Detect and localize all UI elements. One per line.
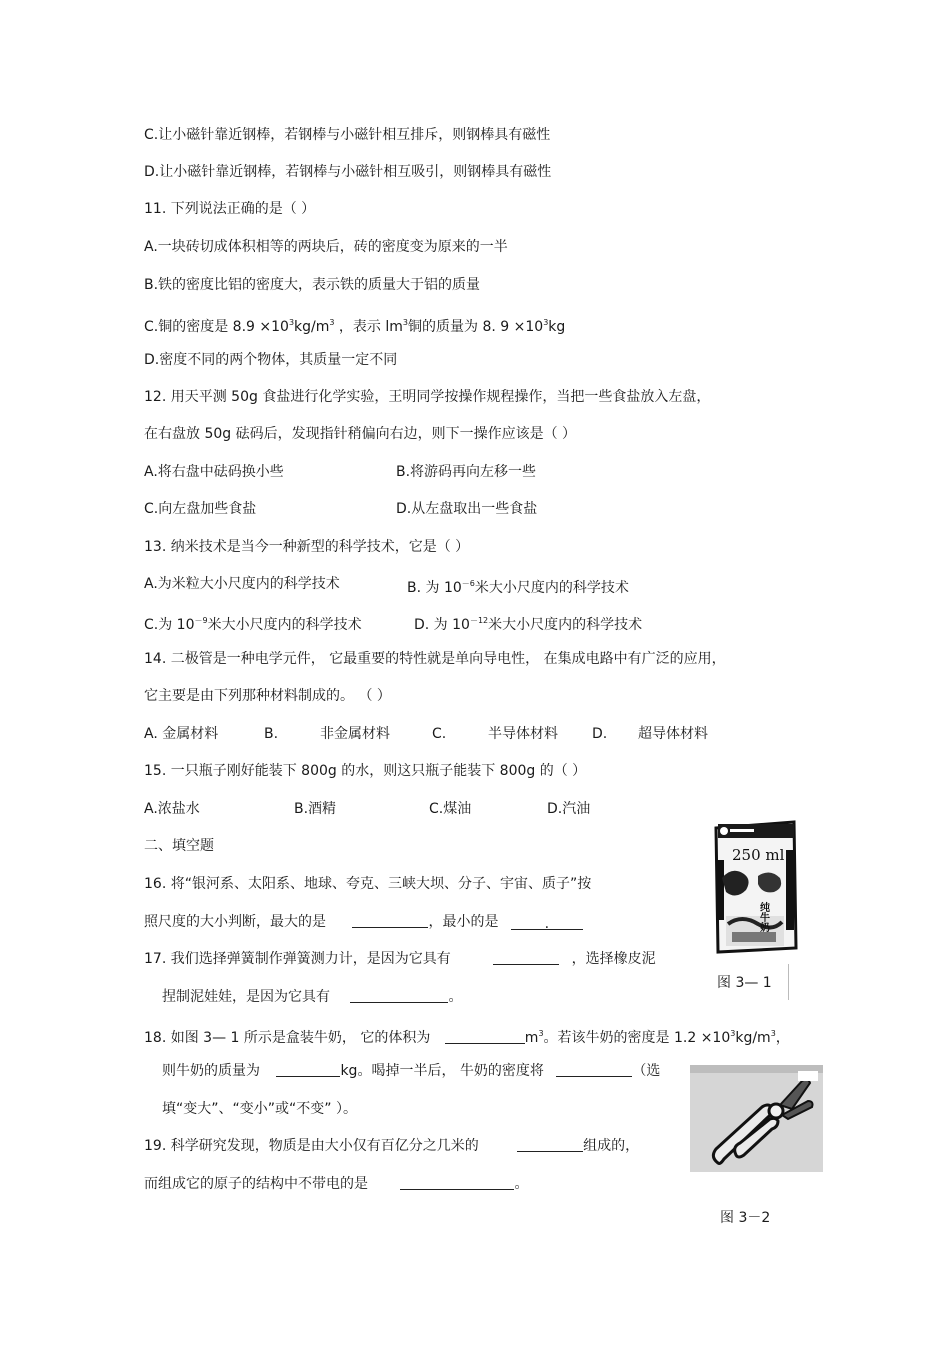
- q11-option-c: C.铜的密度是 $8.9 \times 10^3kg/m^3$ ，表示 $lm^3$铜的质量为 8. $9 \times 10^3kg$: [144, 318, 566, 335]
- q12-option-d: D.从左盘取出一些食盐: [396, 501, 538, 517]
- answer-blank[interactable]: [493, 950, 559, 965]
- carton-volume-label: 250 ml: [732, 846, 785, 864]
- q12-option-a: A.将右盘中砝码换小些: [144, 464, 284, 480]
- milk-carton-figure: [712, 820, 798, 954]
- q13-stem: 13. 纳米技术是当今一种新型的科学技术，它是（ ）: [144, 539, 470, 555]
- q16-line1: 16. 将“银河系、太阳系、地球、夸克、三峡大坝、分子、宇宙、质子”按: [144, 876, 592, 892]
- answer-blank[interactable]: [445, 1029, 525, 1044]
- section-heading: 二、填空题: [144, 838, 214, 854]
- q16-line2: 照尺度的大小判断，最大的是 ，最小的是 .: [144, 913, 583, 931]
- q14-option-c-letter: C.: [432, 726, 447, 742]
- q14-option-b-letter: B.: [264, 726, 279, 742]
- q17-line1: 17. 我们选择弹簧制作弹簧测力计，是因为它具有 ，选择橡皮泥: [144, 951, 656, 967]
- q10-option-c: C.让小磁针靠近钢棒，若钢棒与小磁针相互排斥，则钢棒具有磁性: [144, 127, 551, 143]
- q15-option-a: A.浓盐水: [144, 801, 200, 817]
- answer-blank[interactable]: [350, 988, 448, 1003]
- q12-option-c: C.向左盘加些食盐: [144, 501, 257, 517]
- q18-line2: 则牛奶的质量为 kg。喝掉一半后， 牛奶的密度将 （选: [162, 1063, 661, 1079]
- figure-3-2-caption: 图 3－2: [720, 1210, 771, 1226]
- q13-option-c: C.为 $10^{-9}$米大小尺度内的科学技术: [144, 616, 362, 633]
- q14-option-b: 非金属材料: [320, 726, 390, 742]
- q14-option-a: A. 金属材料: [144, 726, 219, 742]
- q17-line2: 捏制泥娃娃，是因为它具有 。: [162, 989, 463, 1005]
- figure-divider: [788, 964, 789, 1000]
- q12-stem-line1: 12. 用天平测 50g 食盐进行化学实验，王明同学按操作规程操作，当把一些食盐放入左盘，: [144, 389, 711, 405]
- q11-option-b: B.铁的密度比铝的密度大，表示铁的质量大于铝的质量: [144, 277, 481, 293]
- q14-option-d: 超导体材料: [638, 726, 708, 742]
- q11-stem: 11. 下列说法正确的是（ ）: [144, 201, 316, 217]
- answer-blank[interactable]: [276, 1062, 340, 1077]
- q18-line3: 填“变大”、“变小”或“不变” ）。: [162, 1101, 357, 1117]
- q11-option-a: A.一块砖切成体积相等的两块后，砖的密度变为原来的一半: [144, 239, 508, 255]
- answer-blank[interactable]: .: [511, 915, 583, 930]
- answer-blank[interactable]: [400, 1175, 514, 1190]
- answer-blank[interactable]: [517, 1137, 583, 1152]
- q14-stem-line1: 14. 二极管是一种电学元件， 它最重要的特性就是单向导电性， 在集成电路中有广泛的应用，: [144, 651, 726, 667]
- q12-option-b: B.将游码再向左移一些: [396, 464, 537, 480]
- q15-stem: 15. 一只瓶子刚好能装下 800g 的水，则这只瓶子能装下 800g 的（ ）: [144, 763, 587, 779]
- q14-stem-line2: 它主要是由下列那种材料制成的。 （ ）: [144, 688, 391, 704]
- q13-option-a: A.为米粒大小尺度内的科学技术: [144, 576, 340, 592]
- q15-option-d: D.汽油: [547, 801, 591, 817]
- q12-stem-line2: 在右盘放 50g 砝码后，发现指针稍偏向右边，则下一操作应该是（ ）: [144, 426, 577, 442]
- q18-line1: 18. 如图 3— 1 所示是盒装牛奶， 它的体积为 $m^3$。若该牛奶的密度是 $1.2 \times 10^3kg/m^3$，: [144, 1029, 790, 1046]
- carton-side-text: 纯牛奶: [757, 902, 769, 932]
- q13-option-b: B. 为 $10^{-6}$米大小尺度内的科学技术: [407, 579, 629, 596]
- q14-option-d-letter: D.: [592, 726, 608, 742]
- q19-line1: 19. 科学研究发现，物质是由大小仅有百亿分之几米的 组成的，: [144, 1138, 640, 1154]
- q15-option-b: B.酒精: [294, 801, 337, 817]
- q14-option-c: 半导体材料: [488, 726, 558, 742]
- q10-option-d: D.让小磁针靠近钢棒，若钢棒与小磁针相互吸引，则钢棒具有磁性: [144, 164, 552, 180]
- answer-blank[interactable]: [352, 913, 428, 928]
- answer-blank[interactable]: [556, 1062, 632, 1077]
- q13-option-d: D. 为 $10^{-12}$米大小尺度内的科学技术: [414, 616, 643, 633]
- q11-option-d: D.密度不同的两个物体，其质量一定不同: [144, 352, 398, 368]
- pliers-figure: [690, 1065, 823, 1172]
- q19-line2: 而组成它的原子的结构中不带电的是 。: [144, 1176, 529, 1192]
- q15-option-c: C.煤油: [429, 801, 472, 817]
- figure-3-1-caption: 图 3— 1: [717, 975, 772, 991]
